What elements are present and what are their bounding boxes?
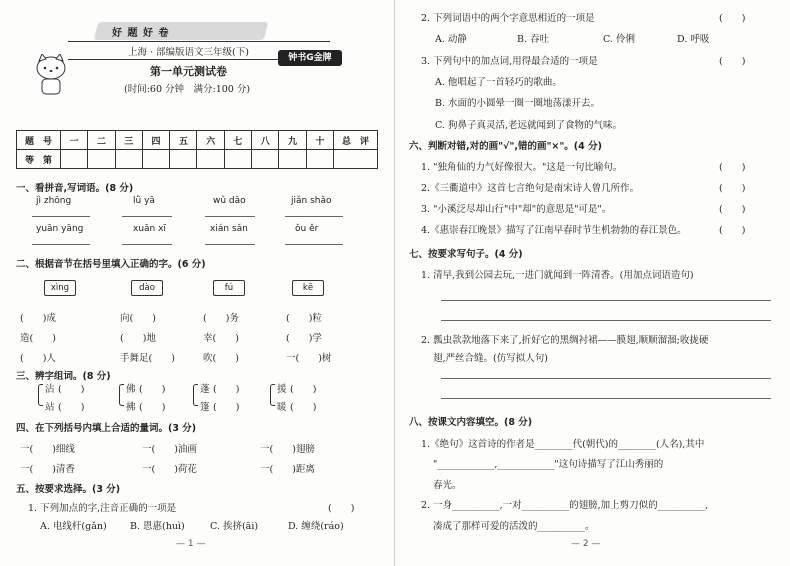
char-bottom: 篷	[200, 402, 210, 413]
score-header-cell: 五	[170, 131, 197, 150]
brace	[270, 384, 275, 406]
fill-sentence[interactable]: 2. 一身__________,一对__________的翅膀,加上剪刀似的__________,	[421, 500, 709, 511]
judge-item: 4.《惠崇春江晚景》描写了江南早春时节生机勃勃的春江景色。	[421, 225, 687, 236]
section-3-heading: 三、辨字组词。(8 分)	[16, 371, 111, 382]
syllable-box: xìng	[44, 280, 76, 296]
answer-line[interactable]	[441, 398, 771, 399]
section-5-heading: 五、按要求选择。(3 分)	[16, 484, 121, 495]
fill-item[interactable]: ( )粒	[286, 313, 322, 324]
fill-item[interactable]: 造( )	[20, 333, 56, 344]
option-d[interactable]: D. 缠绕(ráo)	[288, 521, 344, 532]
option-d[interactable]: D. 呼吸	[677, 34, 710, 45]
page-number: — 2 —	[571, 539, 601, 549]
option-c[interactable]: C. 伶俐	[603, 34, 635, 45]
answer-line[interactable]	[32, 216, 90, 217]
syllable-box: fú	[213, 280, 245, 296]
question-text: 翅,严丝合缝。(仿写拟人句)	[433, 353, 548, 364]
option-b[interactable]: B. 水面的小圆晕一圈一圈地荡漾开去。	[435, 98, 601, 109]
char-top: 佛	[126, 384, 136, 395]
fill-blank[interactable]: ( )	[139, 402, 166, 413]
fill-blank[interactable]: ( )	[213, 402, 240, 413]
score-header-cell: 七	[224, 131, 251, 150]
char-top: 蓬	[200, 384, 210, 395]
fill-item[interactable]: 向( )	[120, 313, 156, 324]
option-b[interactable]: B. 恩惠(huì)	[130, 521, 185, 532]
fill-sentence: 春光。	[433, 480, 462, 491]
answer-line[interactable]	[122, 216, 172, 217]
score-header-cell: 九	[279, 131, 306, 150]
grade-label: 等 第	[17, 150, 61, 169]
fill-item[interactable]: 一( )距离	[260, 464, 315, 475]
section-4-heading: 四、在下列括号内填上合适的量词。(3 分)	[16, 423, 197, 434]
option-a[interactable]: A. 动静	[435, 34, 467, 45]
fill-item[interactable]: ( )成	[20, 313, 56, 324]
score-header-cell: 一	[61, 131, 88, 150]
pinyin-label: xuān xī	[133, 224, 166, 234]
fill-blank[interactable]: ( )	[58, 384, 85, 395]
fill-item[interactable]: ( )务	[203, 313, 239, 324]
exam-info: (时间:60 分钟 满分:100 分)	[124, 84, 251, 95]
pinyin-label: yuān yāng	[36, 224, 84, 234]
fill-item[interactable]: 手舞足( )	[120, 353, 175, 364]
score-header-cell: 三	[115, 131, 142, 150]
score-header-cell: 十	[306, 131, 333, 150]
fill-item[interactable]: 一( )油画	[142, 444, 197, 455]
page-title: 第一单元测试卷	[150, 65, 227, 78]
answer-paren[interactable]: ( )	[719, 204, 746, 215]
judge-item: 2.《三衢道中》这首七言绝句是南宋诗人曾几所作。	[421, 183, 640, 194]
fill-sentence[interactable]: 凑成了那样可爱的活泼的__________。	[433, 521, 595, 532]
pinyin-label: xián sǎn	[210, 224, 248, 234]
grade-cell	[306, 150, 333, 169]
char-bottom: 拂	[126, 402, 136, 413]
answer-line[interactable]	[205, 216, 255, 217]
pinyin-label: ǒu ěr	[295, 224, 319, 234]
banner-text: 好 题 好 卷	[112, 28, 170, 39]
subtitle: 上海 · 部编版语文三年级(下)	[128, 47, 249, 58]
option-b[interactable]: B. 吞吐	[517, 34, 550, 45]
grade-cell	[142, 150, 169, 169]
fill-blank[interactable]: ( )	[290, 384, 317, 395]
fill-blank[interactable]: ( )	[213, 384, 240, 395]
brace	[119, 384, 124, 406]
score-header-cell: 题 号	[17, 131, 61, 150]
brand-logo: 钟书G金牌	[278, 50, 342, 66]
fill-item[interactable]: 吹( )	[203, 353, 239, 364]
question-text: 1. 清早,我到公园去玩,一进门就闻到一阵清香。(用加点词语造句)	[421, 270, 694, 281]
section-8-heading: 八、按课文内容填空。(8 分)	[409, 417, 533, 428]
grade-cell	[252, 150, 279, 169]
char-bottom: 暖	[277, 402, 287, 413]
pinyin-label: jiǎn shǎo	[291, 196, 332, 206]
section-2-heading: 二、根据音节在括号里填入正确的字。(6 分)	[16, 259, 206, 270]
brace	[38, 384, 43, 406]
score-header-cell: 四	[142, 131, 169, 150]
fill-item[interactable]: 一( )翅膀	[260, 444, 315, 455]
question-text: 2. 瓢虫款款地落下来了,折好它的黑绸衬裙——膜翅,顺顺溜溜;收拢硬	[421, 335, 709, 346]
score-grade-row	[17, 150, 378, 169]
grade-cell	[170, 150, 197, 169]
pinyin-label: wǔ dǎo	[213, 196, 246, 206]
answer-line[interactable]	[441, 300, 771, 301]
answer-paren[interactable]: ( )	[719, 225, 746, 236]
pinyin-label: lǜ yā	[133, 196, 155, 206]
score-header-cell: 八	[252, 131, 279, 150]
fill-blank[interactable]: ( )	[58, 402, 85, 413]
fill-sentence[interactable]: 1.《绝句》这首诗的作者是________代(朝代)的________(人名),其中	[421, 439, 705, 450]
page-number: — 1 —	[176, 539, 206, 549]
fill-item[interactable]: 幸( )	[203, 333, 239, 344]
score-header-cell: 二	[88, 131, 115, 150]
fill-item[interactable]: 一( )细线	[20, 444, 75, 455]
answer-line[interactable]	[441, 320, 771, 321]
answer-line[interactable]	[441, 378, 771, 379]
answer-paren[interactable]: ( )	[719, 13, 746, 24]
answer-line[interactable]	[285, 244, 343, 245]
answer-line[interactable]	[205, 244, 255, 245]
answer-line[interactable]	[32, 244, 90, 245]
grade-cell	[224, 150, 251, 169]
score-table	[16, 130, 378, 169]
fill-item[interactable]: ( )人	[20, 353, 56, 364]
grade-cell	[334, 150, 378, 169]
answer-paren[interactable]: ( )	[719, 183, 746, 194]
fill-blank[interactable]: ( )	[139, 384, 166, 395]
option-c[interactable]: C. 挨挤(āi)	[210, 521, 259, 532]
section-6-heading: 六、判断对错,对的画"√",错的画"×"。(4 分)	[409, 141, 602, 152]
brace	[193, 384, 198, 406]
grade-cell	[197, 150, 224, 169]
score-header-row	[17, 131, 378, 150]
char-top: 沾	[45, 384, 55, 395]
fill-item[interactable]: ( )地	[120, 333, 156, 344]
question-text: 1. 下列加点的字,注音正确的一项是	[28, 503, 177, 514]
char-top: 援	[277, 384, 287, 395]
answer-paren[interactable]: ( )	[328, 503, 355, 514]
option-a[interactable]: A. 电线杆(gǎn)	[40, 521, 107, 532]
option-c[interactable]: C. 狗鼻子真灵活,老远就闻到了食物的气味。	[435, 120, 622, 131]
fill-item[interactable]: 一( )荷花	[142, 464, 197, 475]
grade-cell	[115, 150, 142, 169]
fill-item[interactable]: 一( )清香	[20, 464, 75, 475]
answer-paren[interactable]: ( )	[719, 162, 746, 173]
grade-cell	[88, 150, 115, 169]
fill-item[interactable]: ( )学	[286, 333, 322, 344]
section-7-heading: 七、按要求写句子。(4 分)	[409, 249, 523, 260]
judge-item: 3. "小溪泛尽却山行"中"却"的意思是"可是"。	[421, 204, 612, 215]
fill-blank[interactable]: ( )	[290, 402, 317, 413]
judge-item: 1. "独角仙的力气好像很大。"这是一句比喻句。	[421, 162, 623, 173]
score-header-cell: 总 评	[334, 131, 378, 150]
grade-cell	[279, 150, 306, 169]
question-text: 3. 下列句中的加点词,用得最合适的一项是	[421, 56, 598, 67]
pinyin-label: jì zhōng	[36, 196, 72, 206]
section-1-heading: 一、看拼音,写词语。(8 分)	[16, 183, 134, 194]
syllable-box: dào	[131, 280, 163, 296]
answer-paren[interactable]: ( )	[719, 56, 746, 67]
char-bottom: 站	[45, 402, 55, 413]
fill-item[interactable]: 一( )树	[286, 353, 332, 364]
answer-line[interactable]	[122, 244, 172, 245]
answer-line[interactable]	[285, 216, 343, 217]
hello-kitty-icon	[34, 54, 68, 96]
page-right	[395, 0, 790, 566]
score-header-cell: 六	[197, 131, 224, 150]
grade-cell	[61, 150, 88, 169]
option-a[interactable]: A. 他唱起了一首轻巧的歌曲。	[435, 77, 562, 88]
syllable-box: kē	[292, 280, 324, 296]
question-text: 2. 下列词语中的两个字意思相近的一项是	[421, 13, 595, 24]
fill-sentence[interactable]: "____________,____________"这句诗描写了江山秀丽的	[433, 459, 664, 470]
